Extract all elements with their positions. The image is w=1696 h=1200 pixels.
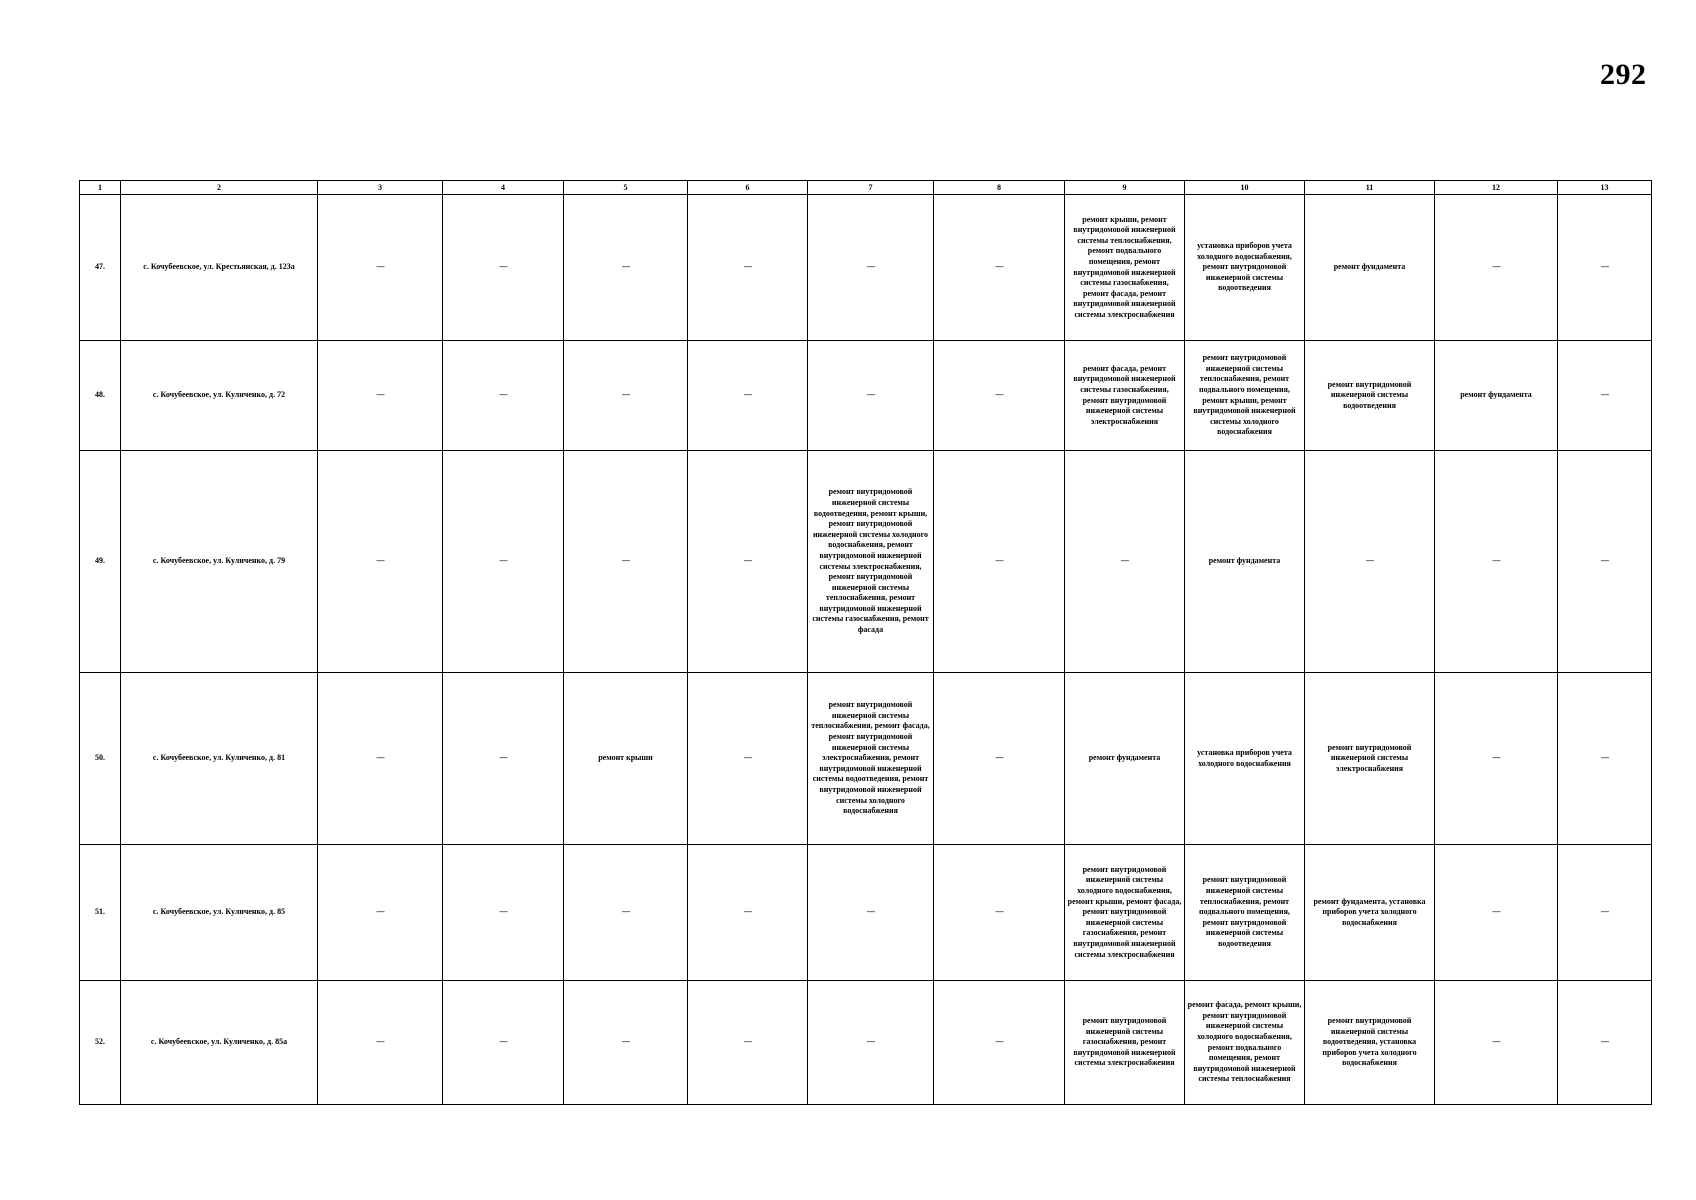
cell-col7: — [808, 341, 934, 451]
page-number: 292 [1600, 58, 1647, 91]
cell-col7: ремонт внутридомовой инженерной системы водоотведения, ремонт крыши, ремонт внутридомовой инженерной системы холодного водоснабжения, ремонт внутридомовой инженерной системы электроснабжения, ремонт внутридомовой инженерной системы теплоснабжения, ремонт внутридомовой инженерной системы газоснабжения, ремонт фасада [808, 451, 934, 673]
column-header: 2 [121, 181, 318, 195]
cell-col5: — [564, 195, 688, 341]
cell-col3: — [318, 195, 443, 341]
cell-col13: — [1558, 981, 1652, 1105]
address-cell: с. Кочубеевское, ул. Куличенко, д. 79 [121, 451, 318, 673]
column-header: 13 [1558, 181, 1652, 195]
cell-col9: ремонт внутридомовой инженерной системы холодного водоснабжения, ремонт крыши, ремонт фасада, ремонт внутридомовой инженерной системы газоснабжения, ремонт внутридомовой инженерной системы электроснабжения [1065, 845, 1185, 981]
table-row [80, 341, 1652, 451]
column-header: 12 [1435, 181, 1558, 195]
header-row [80, 181, 1652, 195]
cell-col6: — [688, 195, 808, 341]
cell-col8: — [934, 981, 1065, 1105]
column-header: 5 [564, 181, 688, 195]
column-header: 4 [443, 181, 564, 195]
cell-col4: — [443, 673, 564, 845]
cell-col11: ремонт внутридомовой инженерной системы электроснабжения [1305, 673, 1435, 845]
column-header: 11 [1305, 181, 1435, 195]
table-body [80, 195, 1652, 1105]
cell-col12: — [1435, 451, 1558, 673]
row-number: 52. [80, 981, 121, 1105]
cell-col3: — [318, 451, 443, 673]
column-header: 3 [318, 181, 443, 195]
cell-col11: ремонт фундамента [1305, 195, 1435, 341]
cell-col6: — [688, 341, 808, 451]
cell-col6: — [688, 673, 808, 845]
cell-col8: — [934, 451, 1065, 673]
cell-col9: ремонт фундамента [1065, 673, 1185, 845]
cell-col7: — [808, 981, 934, 1105]
cell-col3: — [318, 673, 443, 845]
cell-col9: ремонт крыши, ремонт внутридомовой инженерной системы теплоснабжения, ремонт подвального помещения, ремонт внутридомовой инженерной системы газоснабжения, ремонт фасада, ремонт внутридомовой инженерной системы электроснабжения [1065, 195, 1185, 341]
column-header: 10 [1185, 181, 1305, 195]
column-header: 8 [934, 181, 1065, 195]
cell-col6: — [688, 451, 808, 673]
cell-col11: ремонт внутридомовой инженерной системы водоотведения [1305, 341, 1435, 451]
cell-col13: — [1558, 845, 1652, 981]
cell-col10: ремонт внутридомовой инженерной системы теплоснабжения, ремонт подвального помещения, ремонт внутридомовой инженерной системы водоотведения [1185, 845, 1305, 981]
row-number: 48. [80, 341, 121, 451]
cell-col4: — [443, 195, 564, 341]
cell-col12: — [1435, 195, 1558, 341]
cell-col10: установка приборов учета холодного водоснабжения [1185, 673, 1305, 845]
cell-col5: — [564, 451, 688, 673]
cell-col9: — [1065, 451, 1185, 673]
cell-col10: ремонт фундамента [1185, 451, 1305, 673]
cell-col13: — [1558, 673, 1652, 845]
cell-col10: установка приборов учета холодного водоснабжения, ремонт внутридомовой инженерной системы водоотведения [1185, 195, 1305, 341]
address-cell: с. Кочубеевское, ул. Куличенко, д. 72 [121, 341, 318, 451]
cell-col13: — [1558, 451, 1652, 673]
address-cell: с. Кочубеевское, ул. Куличенко, д. 85 [121, 845, 318, 981]
cell-col5: ремонт крыши [564, 673, 688, 845]
cell-col11: — [1305, 451, 1435, 673]
row-number: 47. [80, 195, 121, 341]
cell-col3: — [318, 341, 443, 451]
cell-col8: — [934, 673, 1065, 845]
cell-col4: — [443, 981, 564, 1105]
table-row [80, 451, 1652, 673]
cell-col7: — [808, 845, 934, 981]
cell-col12: — [1435, 845, 1558, 981]
cell-col12: ремонт фундамента [1435, 341, 1558, 451]
table-row [80, 981, 1652, 1105]
cell-col11: ремонт внутридомовой инженерной системы водоотведения, установка приборов учета холодного водоснабжения [1305, 981, 1435, 1105]
table-header [80, 181, 1652, 195]
cell-col5: — [564, 981, 688, 1105]
row-number: 50. [80, 673, 121, 845]
table-row [80, 845, 1652, 981]
cell-col7: ремонт внутридомовой инженерной системы теплоснабжения, ремонт фасада, ремонт внутридомовой инженерной системы электроснабжения, ремонт внутридомовой инженерной системы водоотведения, ремонт внутридомовой инженерной системы холодного водоснабжения [808, 673, 934, 845]
row-number: 49. [80, 451, 121, 673]
table-row [80, 195, 1652, 341]
cell-col4: — [443, 451, 564, 673]
cell-col12: — [1435, 673, 1558, 845]
cell-col10: ремонт внутридомовой инженерной системы теплоснабжения, ремонт подвального помещения, ремонт крыши, ремонт внутридомовой инженерной системы холодного водоснабжения [1185, 341, 1305, 451]
cell-col6: — [688, 981, 808, 1105]
cell-col7: — [808, 195, 934, 341]
cell-col8: — [934, 195, 1065, 341]
address-cell: с. Кочубеевское, ул. Куличенко, д. 81 [121, 673, 318, 845]
cell-col11: ремонт фундамента, установка приборов учета холодного водоснабжения [1305, 845, 1435, 981]
cell-col8: — [934, 341, 1065, 451]
column-header: 9 [1065, 181, 1185, 195]
cell-col5: — [564, 341, 688, 451]
cell-col9: ремонт фасада, ремонт внутридомовой инженерной системы газоснабжения, ремонт внутридомовой инженерной системы электроснабжения [1065, 341, 1185, 451]
column-header: 6 [688, 181, 808, 195]
cell-col4: — [443, 341, 564, 451]
cell-col3: — [318, 845, 443, 981]
repair-schedule-table [79, 180, 1652, 1105]
cell-col3: — [318, 981, 443, 1105]
cell-col13: — [1558, 195, 1652, 341]
cell-col5: — [564, 845, 688, 981]
cell-col12: — [1435, 981, 1558, 1105]
cell-col6: — [688, 845, 808, 981]
cell-col9: ремонт внутридомовой инженерной системы газоснабжения, ремонт внутридомовой инженерной системы электроснабжения [1065, 981, 1185, 1105]
cell-col10: ремонт фасада, ремонт крыши, ремонт внутридомовой инженерной системы холодного водоснабжения, ремонт подвального помещения, ремонт внутридомовой инженерной системы теплоснабжения [1185, 981, 1305, 1105]
cell-col8: — [934, 845, 1065, 981]
cell-col13: — [1558, 341, 1652, 451]
table-row [80, 673, 1652, 845]
column-header: 7 [808, 181, 934, 195]
column-header: 1 [80, 181, 121, 195]
address-cell: с. Кочубеевское, ул. Куличенко, д. 85а [121, 981, 318, 1105]
address-cell: с. Кочубеевское, ул. Крестьянская, д. 123а [121, 195, 318, 341]
row-number: 51. [80, 845, 121, 981]
cell-col4: — [443, 845, 564, 981]
